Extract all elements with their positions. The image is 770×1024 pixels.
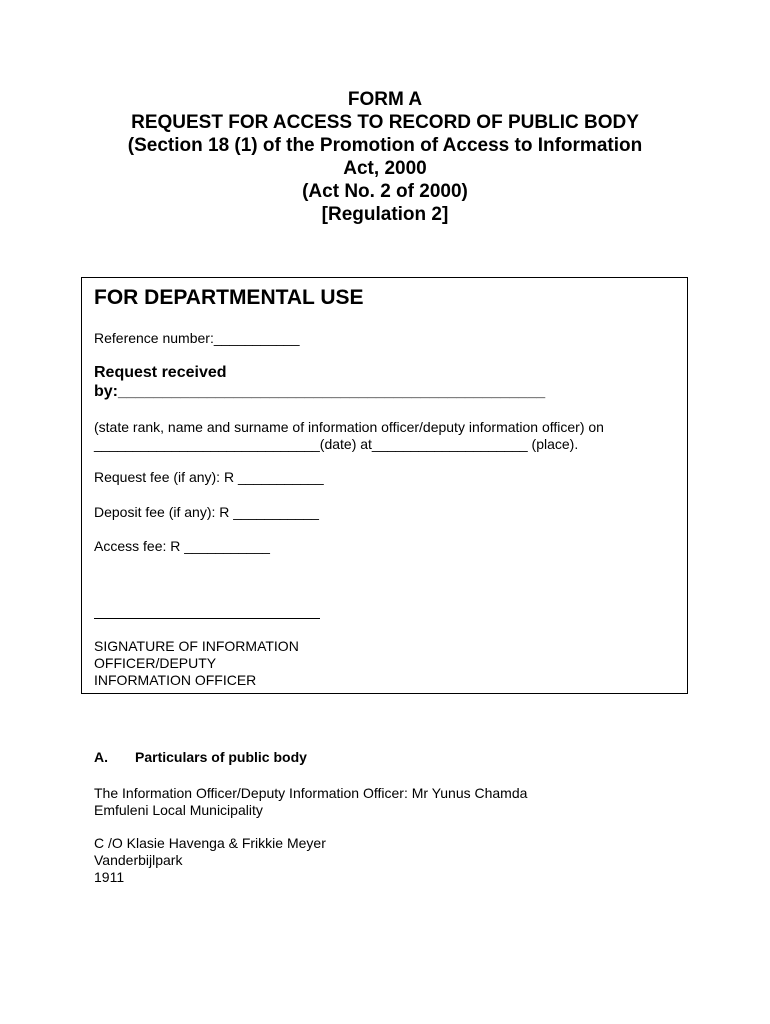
form-title (0, 88, 770, 226)
state-rank-instruction: (state rank, name and surname of information officer/deputy information officer) on (94, 419, 604, 435)
form-title-line: (Act No. 2 of 2000) (302, 181, 468, 202)
signature-label: SIGNATURE OF INFORMATION (94, 638, 299, 654)
departmental-heading: FOR DEPARTMENTAL USE (94, 286, 364, 309)
deposit-fee: Deposit fee (if any): R ___________ (94, 504, 319, 520)
section-a-heading: Particulars of public body (135, 749, 307, 765)
form-title-line: Act, 2000 (343, 158, 427, 179)
address-line: C /O Klasie Havenga & Frikkie Meyer (94, 835, 326, 851)
section-a-letter: A. (94, 749, 108, 765)
signature-line (94, 618, 320, 619)
request-fee: Request fee (if any): R ___________ (94, 469, 324, 485)
form-title-line: [Regulation 2] (321, 204, 449, 225)
address-line: Vanderbijlpark (94, 852, 183, 868)
municipality-name: Emfuleni Local Municipality (94, 802, 263, 818)
request-received-by: by:________________________________________________ (94, 383, 546, 400)
reference-number: Reference number:___________ (94, 330, 300, 346)
access-fee: Access fee: R ___________ (94, 538, 270, 554)
date-place-line: _____________________________(date) at____________________ (place). (94, 436, 579, 452)
signature-label: OFFICER/DEPUTY (94, 655, 217, 671)
form-title-line: FORM A (347, 89, 423, 110)
departmental-use-box (81, 277, 688, 694)
information-officer-line: The Information Officer/Deputy Information Officer: Mr Yunus Chamda (94, 785, 528, 801)
request-received-label: Request received (94, 364, 227, 381)
form-title-line: (Section 18 (1) of the Promotion of Access to Information (127, 135, 643, 156)
address-line: 1911 (94, 869, 125, 885)
form-title-line: REQUEST FOR ACCESS TO RECORD OF PUBLIC BODY (131, 112, 639, 133)
signature-label: INFORMATION OFFICER (94, 672, 257, 688)
